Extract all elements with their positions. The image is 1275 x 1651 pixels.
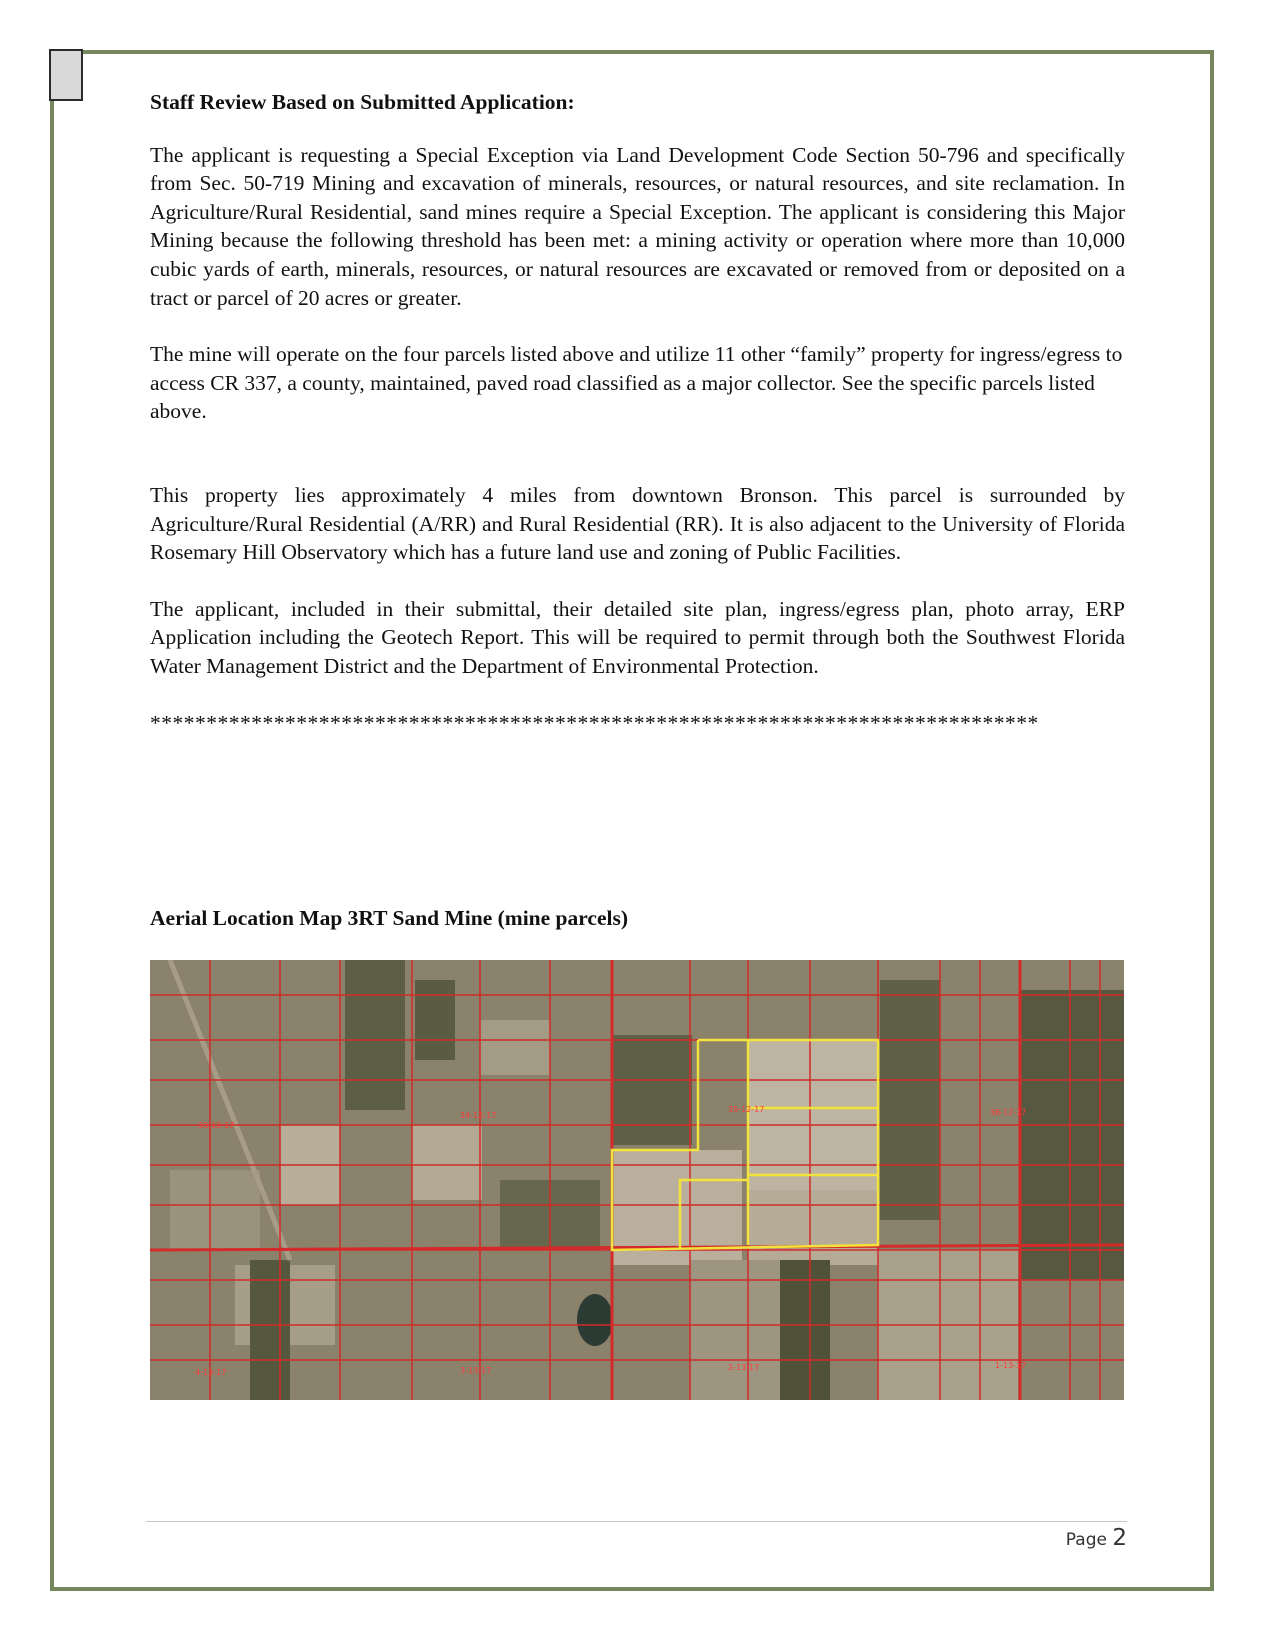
map-label-3-13-17: 3-13-17 [460,1366,492,1375]
paragraph-property-location: This property lies approximately 4 miles from downtown Bronson. This parcel is surrounded by Agriculture/Rural Residential (A/RR) and Rural Residential (RR). It is also adjacent to the University of Florida Rosemary Hill Observatory which has a future land use and zoning of Public Facilities. [150,482,1125,565]
aerial-map-graphic [150,960,1124,1400]
map-label-35-12-17: 35-12-17 [728,1105,765,1114]
page-number [1066,1525,1127,1551]
section-heading: Staff Review Based on Submitted Application: [150,90,575,114]
page-word: Page [1065,1530,1107,1550]
page-number-value: 2 [1112,1525,1127,1551]
map-label-34-12-17: 34-12-17 [460,1111,497,1120]
asterisk-separator: ******************************************************************************* [150,710,1039,735]
map-label-33-12-17: 33-12-17 [198,1121,235,1130]
corner-marker-box [49,49,83,101]
document-body [150,88,1125,737]
map-label-36-12-17: 36-12-17 [990,1108,1027,1117]
map-heading: Aerial Location Map 3RT Sand Mine (mine parcels) [150,906,629,930]
aerial-location-map [150,960,1124,1400]
footer-divider [146,1521,1127,1522]
map-label-1-13-17: 1-13-17 [995,1361,1027,1370]
map-label-2-13-17: 2-13-17 [728,1363,760,1372]
map-label-4-13-17: 4-13-17 [195,1368,227,1377]
paragraph-mine-parcels: The mine will operate on the four parcels listed above and utilize 11 other “family” property for ingress/egress to access CR 337, a county, maintained, paved road classified as a major collector. See the specific parcels listed above. [150,342,1123,424]
paragraph-special-exception: The applicant is requesting a Special Exception via Land Development Code Section 50-796 and specifically from Sec. 50-719 Mining and excavation of minerals, resources, or natural resources, and site reclamation. In Agriculture/Rural Residential, sand mines require a Special Exception. The applicant is considering this Major Mining because the following threshold has been met: a mining activity or operation where more than 10,000 cubic yards of earth, minerals, resources, or natural resources are excavated or removed from or deposited on a tract or parcel of 20 acres or greater. [150,142,1125,310]
paragraph-submittal: The applicant, included in their submittal, their detailed site plan, ingress/egress plan, photo array, ERP Application including the Geotech Report. This will be required to permit through both the Southwest Florida Water Management District and the Department of Environmental Protection. [150,596,1125,678]
